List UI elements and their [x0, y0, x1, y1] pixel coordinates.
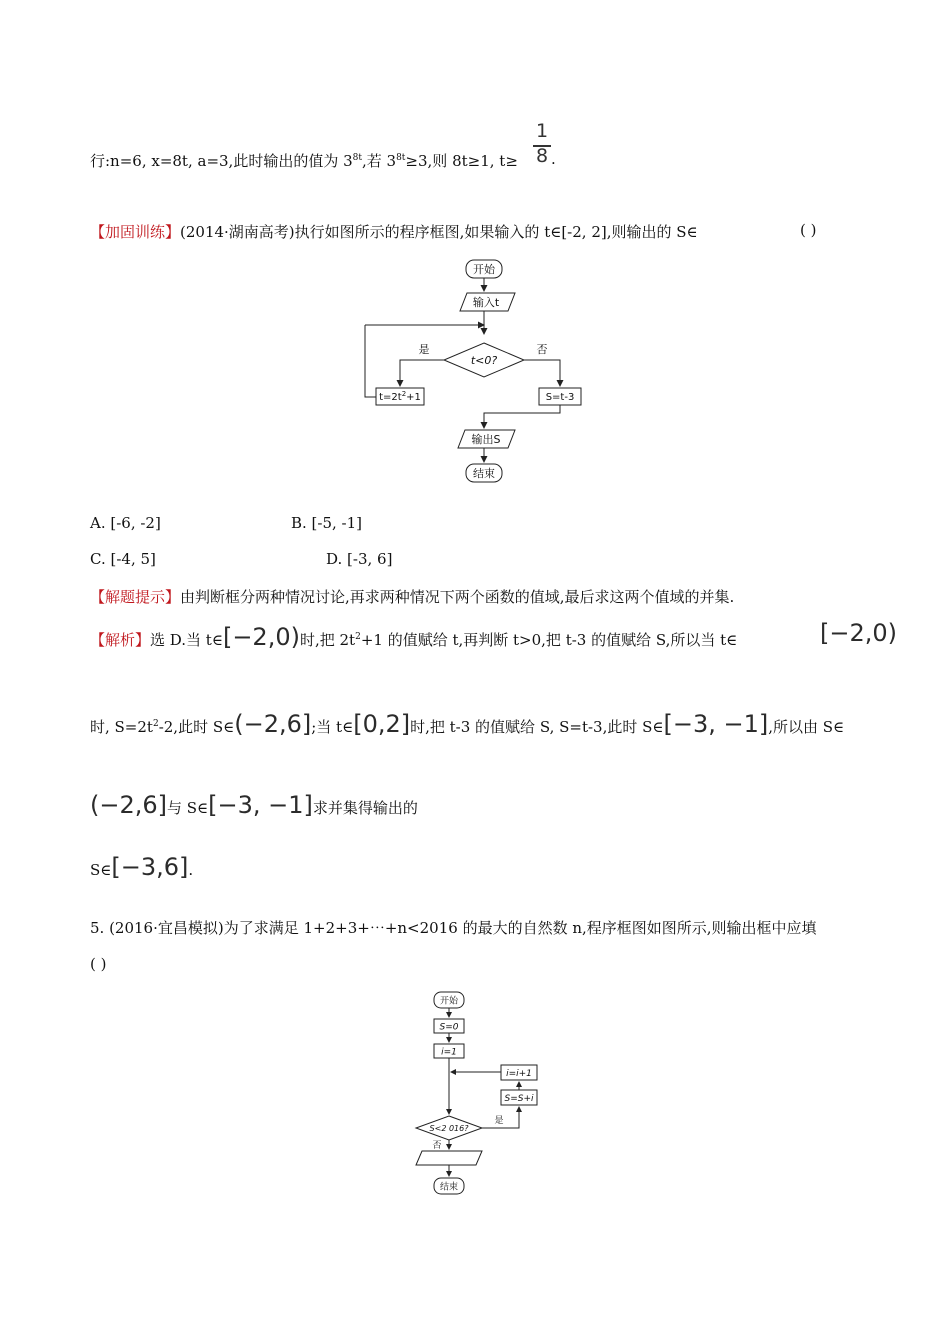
fc2-yes-label: 是	[494, 1116, 504, 1126]
fc2-acc-label: S=S+i	[504, 1094, 534, 1104]
solution-text-1b: 时,把 2t	[299, 631, 356, 649]
interval-3: (−2,6]	[234, 710, 312, 738]
fc1-end-label: 结束	[473, 467, 495, 480]
solution-text-4a: S∈	[90, 861, 112, 879]
fc2-no-label: 否	[432, 1141, 442, 1151]
jiagu-tag: 【加固训练】	[90, 223, 181, 241]
fraction-numerator: 1	[535, 120, 549, 142]
solution-text-2a: 时, S=2t	[90, 718, 153, 736]
hint-line	[90, 586, 734, 607]
question-5: 5. (2016·宜昌模拟)为了求满足 1+2+3+⋯+n<2016 的最大的自然数 n,程序框图如图所示,则输出框中应填	[90, 919, 817, 937]
fc1-input-label: 输入t	[472, 296, 500, 309]
question-5-paren: ( )	[90, 955, 107, 973]
solution-text-1c: +1 的值赋给 t,再判断 t>0,把 t-3 的值赋给 S,所以当 t∈	[360, 631, 738, 649]
option-d: D. [-3, 6]	[326, 550, 393, 568]
solution-text-3a: 与 S∈	[167, 799, 209, 817]
hint-tag: 【解题提示】	[90, 588, 181, 606]
solution-line-1	[90, 623, 737, 651]
intro-mid: ,若 3	[361, 152, 397, 170]
interval-1: [−2,0)	[222, 623, 300, 651]
solution-text-1a: 选 D.当 t∈	[150, 631, 223, 649]
interval-8: [−3,6]	[111, 853, 189, 881]
interval-6: (−2,6]	[90, 791, 168, 819]
jiagu-answer-paren: ( )	[800, 221, 817, 239]
solution-line-3	[90, 791, 418, 819]
solution-text-2d: 时,把 t-3 的值赋给 S, S=t-3,此时 S∈	[410, 718, 664, 736]
flowchart-1	[340, 256, 660, 491]
square-2: 2	[152, 719, 159, 729]
solution-line-2	[90, 710, 844, 738]
interval-7: [−3, −1]	[208, 791, 313, 819]
solution-text-3b: 求并集得输出的	[312, 799, 418, 817]
fc2-start-label: 开始	[439, 996, 459, 1007]
option-a: A. [-6, -2]	[90, 514, 161, 532]
fraction-denominator: 8	[535, 145, 549, 167]
fc1-output-label: 输出S	[471, 433, 501, 446]
fc2-inc-label: i=i+1	[506, 1069, 532, 1079]
solution-line-4	[90, 853, 193, 881]
fc2-s0-label: S=0	[439, 1022, 459, 1033]
jiagu-line	[90, 221, 698, 242]
intro-suffix: ≥3,则 8t≥1, t≥	[405, 152, 518, 170]
fc1-decision-label: t<0?	[470, 354, 498, 367]
fc2-decision-label: S<2 016?	[429, 1124, 469, 1133]
fc1-start-label: 开始	[473, 263, 495, 276]
fc1-assign-t-label: $t=2t^2+1$	[379, 390, 421, 403]
intro-end: .	[551, 150, 556, 168]
option-b: B. [-5, -1]	[291, 514, 363, 532]
jiagu-question: (2014·湖南高考)执行如图所示的程序框图,如果输入的 t∈[-2, 2],则输出的 S∈	[180, 223, 698, 241]
solution-text-2b: -2,此时 S∈	[158, 718, 235, 736]
solution-text-2c: ;当 t∈	[311, 718, 354, 736]
fc2-end-label: 结束	[439, 1182, 459, 1193]
solution-text-2e: ,所以由 S∈	[768, 718, 845, 736]
fc1-no-label: 否	[536, 343, 548, 356]
hint-text: 由判断框分两种情况讨论,再求两种情况下两个函数的值域,最后求这两个值域的并集.	[180, 588, 735, 606]
interval-5: [−3, −1]	[663, 710, 769, 738]
intro-prefix: 行:n=6, x=8t, a=3,此时输出的值为 3	[90, 152, 353, 170]
interval-2: [−2,0)	[820, 619, 898, 647]
flowchart-2	[410, 988, 590, 1203]
exp-1: 8t	[352, 153, 362, 163]
intro-line	[90, 150, 518, 171]
fc1-yes-label: 是	[418, 343, 430, 356]
option-c: C. [-4, 5]	[90, 550, 156, 568]
interval-4: [0,2]	[353, 710, 411, 738]
solution-tag: 【解析】	[90, 631, 151, 649]
solution-text-4b: .	[188, 861, 194, 879]
exp-2: 8t	[396, 153, 406, 163]
fc2-i1-label: i=1	[441, 1047, 457, 1058]
square-1: 2	[355, 632, 361, 642]
fc2-output-box	[416, 1151, 482, 1165]
fc1-assign-s-label: S=t-3	[545, 392, 575, 403]
